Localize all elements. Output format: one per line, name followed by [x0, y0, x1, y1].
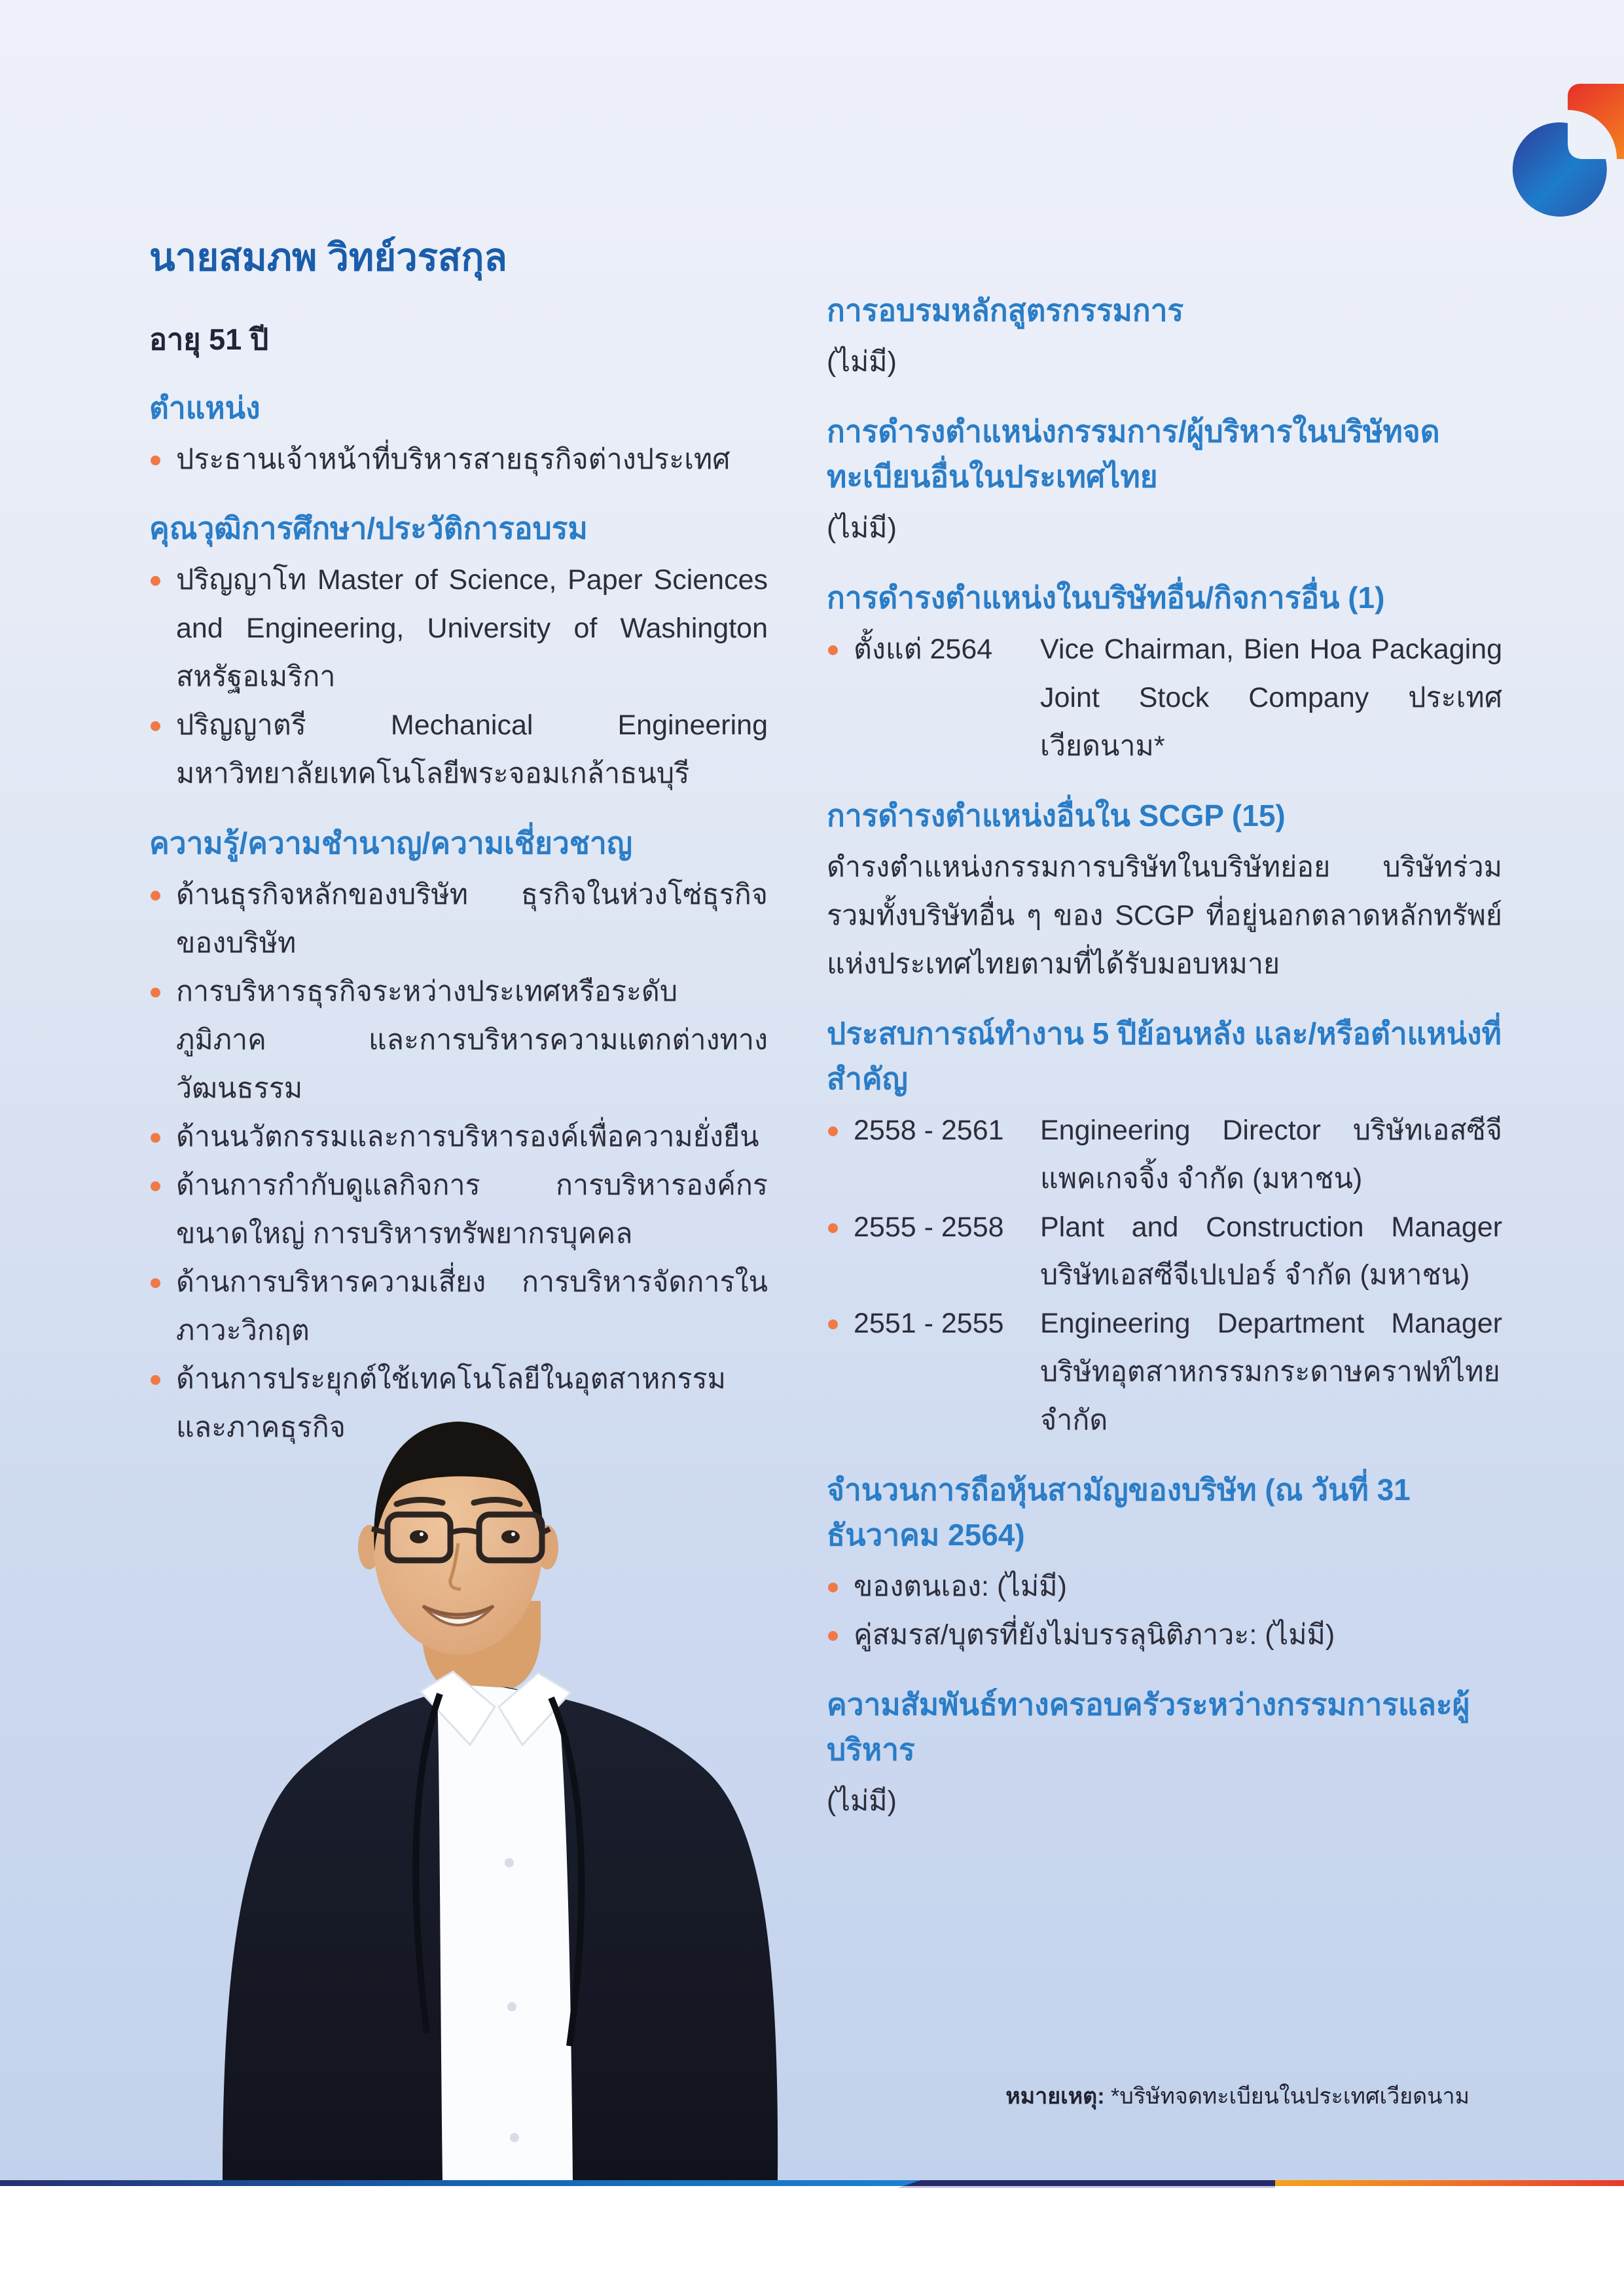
experience-role: Engineering Department Manager บริษัทอุตสาหกรรมกระดาษคราฟท์ไทย จำกัด: [1040, 1308, 1502, 1437]
section-title-experience: ประสบการณ์ทำงาน 5 ปีย้อนหลัง และ/หรือตำแหน่งที่สำคัญ: [827, 1016, 1502, 1096]
list-item: [149, 702, 768, 798]
bullet-icon: [828, 1223, 838, 1233]
list-item: [149, 1113, 768, 1162]
bullet-icon: [828, 1126, 838, 1136]
experience-list: [827, 1107, 1502, 1446]
bullet-icon: [151, 456, 160, 465]
left-column: [149, 234, 768, 1459]
experience-period: 2551 - 2555: [854, 1308, 1004, 1340]
bullet-text: ประธานเจ้าหน้าที่บริหารสายธุรกิจต่างประเทศ: [176, 443, 731, 475]
bullet-text: คู่สมรส/บุตรที่ยังไม่บรรลุนิติภาวะ: (ไม่มี): [854, 1619, 1335, 1651]
bullet-text: ปริญญาโท Master of Science, Paper Sciences and Engineering, University of Washington สหรัฐอเมริกา: [176, 564, 768, 693]
footnote: [1005, 2080, 1470, 2113]
other-company-list: [827, 626, 1502, 771]
shareholding-list: [827, 1563, 1502, 1660]
bottom-bar-blue-segment: [0, 2180, 919, 2186]
tenure-item: [827, 626, 1502, 771]
bullet-text: การบริหารธุรกิจระหว่างประเทศหรือระดับภูมิภาค และการบริหารความแตกต่างทางวัฒนธรรม: [176, 976, 768, 1105]
bullet-icon: [151, 1181, 160, 1191]
tenure-period: ตั้งแต่ 2564: [854, 633, 993, 665]
bullet-text: ด้านการประยุกต์ใช้เทคโนโลยีในอุตสาหกรรมและภาคธุรกิจ: [176, 1363, 726, 1443]
bullet-icon: [151, 1133, 160, 1143]
bullet-text: ด้านการกำกับดูแลกิจการ การบริหารองค์กรขนาดใหญ่ การบริหารทรัพยากรบุคคล: [176, 1169, 768, 1249]
scgp-logo-icon: [1507, 75, 1624, 223]
tenure-role: Vice Chairman, Bien Hoa Packaging Joint Stock Company ประเทศเวียดนาม*: [1040, 633, 1502, 762]
footnote-label: หมายเหตุ:: [1005, 2084, 1105, 2109]
shirt-button: [510, 2133, 519, 2142]
scgp-positions-paragraph: ดำรงตำแหน่งกรรมการบริษัทในบริษัทย่อย บริษัทร่วม รวมทั้งบริษัทอื่น ๆ ของ SCGP ที่อยู่นอกตลาดหลักทรัพย์แห่งประเทศไทยตามที่ได้รับมอบหมาย: [827, 851, 1502, 980]
bullet-icon: [151, 721, 160, 731]
experience-item: [827, 1204, 1502, 1300]
shirt-button: [507, 2002, 516, 2011]
list-item: [149, 1162, 768, 1259]
footnote-text: *บริษัทจดทะเบียนในประเทศเวียดนาม: [1104, 2084, 1470, 2109]
section-title-listed-positions: การดำรงตำแหน่งกรรมการ/ผู้บริหารในบริษัทจดทะเบียนอื่นในประเทศไทย: [827, 414, 1440, 493]
expertise-list: [149, 871, 768, 1452]
experience-period: 2558 - 2561: [854, 1114, 1004, 1146]
none-value: (ไม่มี): [827, 1785, 897, 1818]
bullet-text: ด้านนวัตกรรมและการบริหารองค์เพื่อความยั่งยืน: [176, 1121, 759, 1153]
executive-portrait-photo: [209, 1405, 785, 2180]
bullet-icon: [828, 1319, 838, 1329]
list-item: [827, 1611, 1502, 1660]
section-title-family-relations: ความสัมพันธ์ทางครอบครัวระหว่างกรรมการและผู้บริหาร: [827, 1687, 1470, 1767]
list-item: [149, 556, 768, 702]
bottom-bar-orange-segment: [1275, 2180, 1624, 2186]
bullet-text: ของตนเอง: (ไม่มี): [854, 1571, 1067, 1603]
bullet-icon: [151, 891, 160, 901]
bullet-icon: [828, 1583, 838, 1592]
bullet-icon: [151, 1375, 160, 1385]
section-title-director-training: การอบรมหลักสูตรกรรมการ: [827, 293, 1184, 327]
list-item: [149, 1259, 768, 1355]
person-name: นายสมภพ วิทย์วรสกุล: [149, 236, 507, 279]
experience-period: 2555 - 2558: [854, 1211, 1004, 1243]
bullet-icon: [828, 1631, 838, 1641]
bullet-icon: [151, 988, 160, 997]
section-title-expertise: ความรู้/ความชำนาญ/ความเชี่ยวชาญ: [149, 826, 633, 861]
list-item: [827, 1563, 1502, 1611]
section-title-position: ตำแหน่ง: [149, 390, 261, 425]
experience-item: [827, 1107, 1502, 1204]
bullet-text: ด้านการบริหารความเสี่ยง การบริหารจัดการในภาวะวิกฤต: [176, 1266, 768, 1346]
education-list: [149, 556, 768, 798]
none-value: (ไม่มี): [827, 346, 897, 378]
none-value: (ไม่มี): [827, 512, 897, 544]
section-title-scgp-positions: การดำรงตำแหน่งอื่นใน SCGP (15): [827, 798, 1286, 833]
experience-role: Plant and Construction Manager บริษัทเอสซีจีเปเปอร์ จำกัด (มหาชน): [1040, 1211, 1502, 1291]
bottom-bar-navy-segment: [898, 2180, 1275, 2188]
experience-role: Engineering Director บริษัทเอสซีจี แพคเกจจิ้ง จำกัด (มหาชน): [1040, 1114, 1502, 1194]
section-title-other-companies: การดำรงตำแหน่งในบริษัทอื่น/กิจการอื่น (1): [827, 580, 1385, 615]
right-column: [827, 288, 1502, 1830]
list-item: [149, 436, 768, 484]
bullet-icon: [151, 576, 160, 586]
list-item: [149, 871, 768, 968]
section-title-education: คุณวุฒิการศึกษา/ประวัติการอบรม: [149, 511, 588, 546]
person-age: อายุ 51 ปี: [149, 322, 269, 356]
portrait-shirt: [437, 1685, 573, 2180]
position-list: [149, 436, 768, 484]
experience-item: [827, 1300, 1502, 1445]
bullet-icon: [151, 1278, 160, 1288]
shirt-button: [505, 1858, 514, 1867]
bullet-text: ปริญญาตรี Mechanical Engineering มหาวิทยาลัยเทคโนโลยีพระจอมเกล้าธนบุรี: [176, 709, 768, 790]
section-title-shareholding: จำนวนการถือหุ้นสามัญของบริษัท (ณ วันที่ 31 ธันวาคม 2564): [827, 1473, 1411, 1552]
bullet-text: ด้านธุรกิจหลักของบริษัท ธุรกิจในห่วงโซ่ธุรกิจของบริษัท: [176, 879, 768, 960]
list-item: [149, 968, 768, 1113]
bullet-icon: [828, 645, 838, 655]
